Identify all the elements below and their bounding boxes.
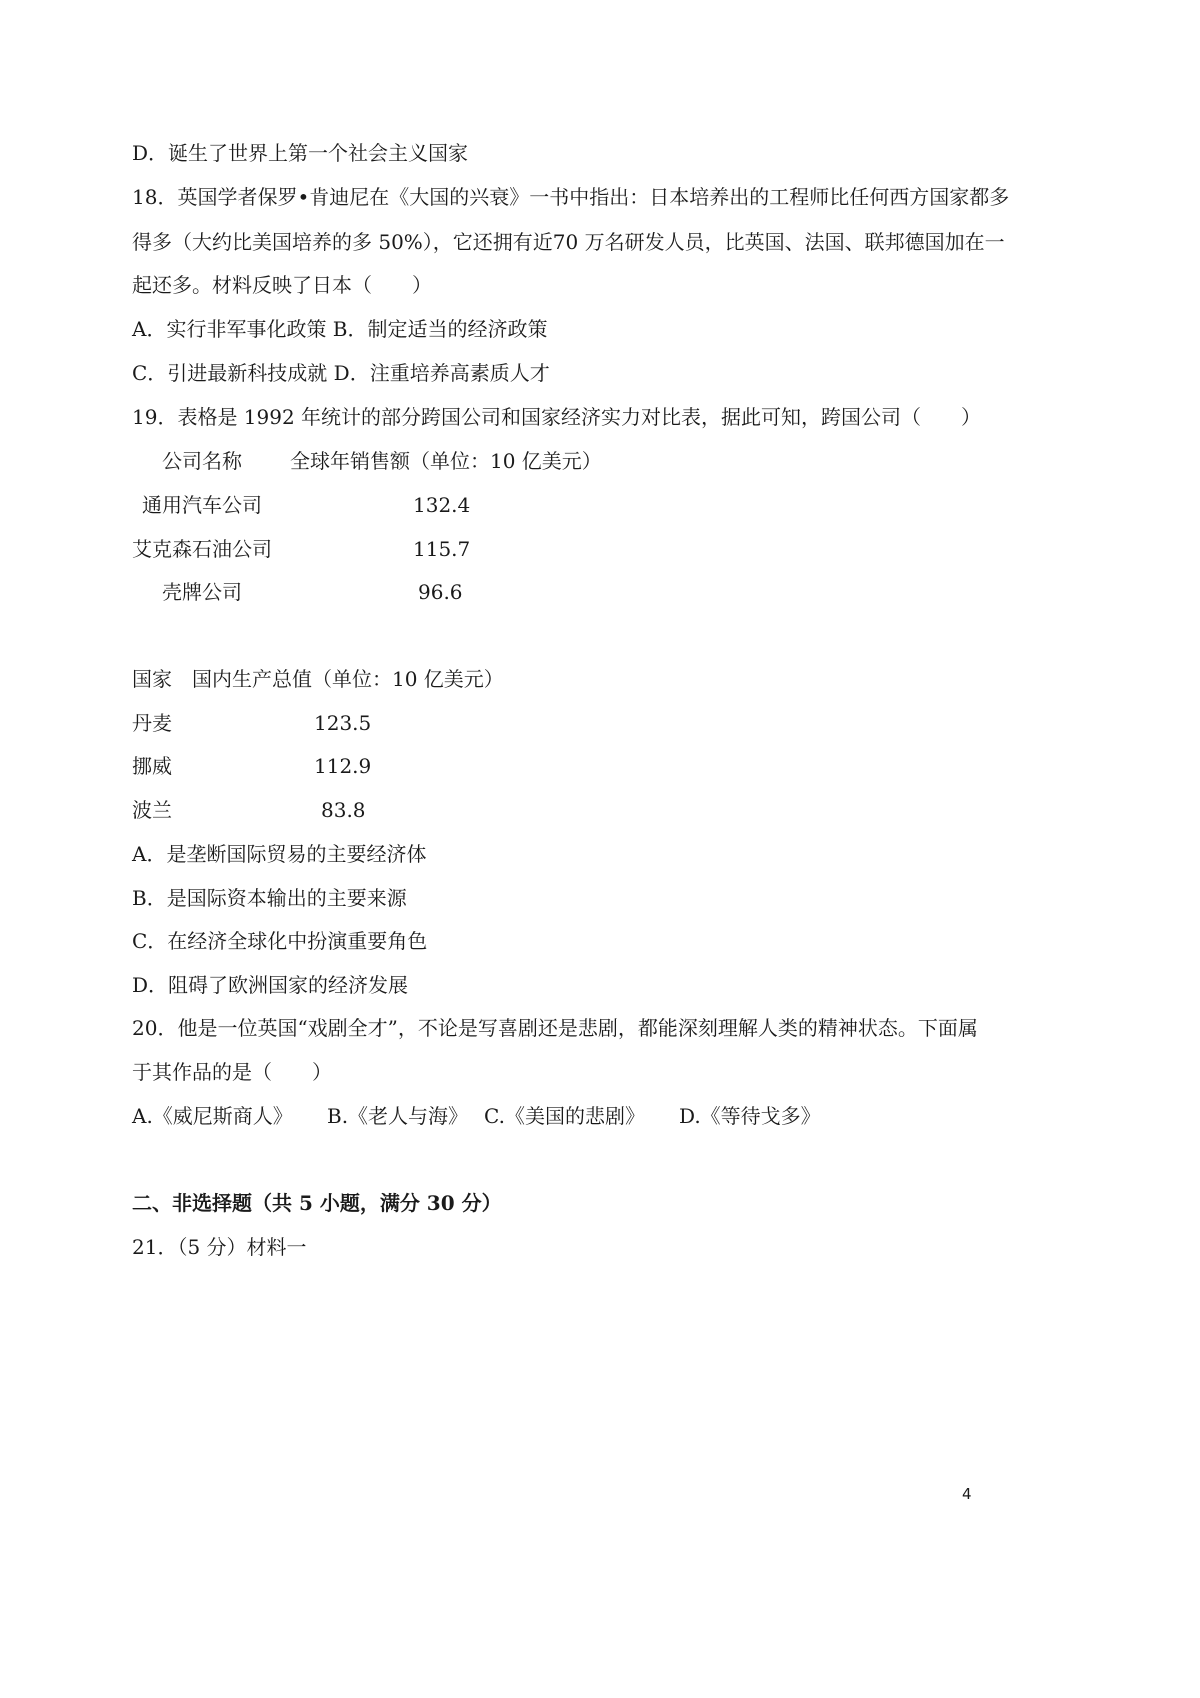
country-row-name: 丹麦 (132, 711, 172, 735)
country-row-value: 112.9 (314, 754, 372, 778)
company-table-header-value: 全球年销售额（单位：10 亿美元） (290, 449, 602, 473)
country-table-header-value: 国内生产总值（单位：10 亿美元） (192, 667, 504, 691)
company-row-name: 壳牌公司 (162, 580, 242, 604)
q18-stem-line-3: 起还多。材料反映了日本（ ） (132, 273, 432, 297)
q21-stem: 21．（5 分）材料一 (132, 1235, 307, 1259)
q19-option-a: A．是垄断国际贸易的主要经济体 (132, 842, 427, 866)
country-table-header-name: 国家 (132, 667, 172, 691)
company-row-value: 96.6 (418, 580, 463, 604)
q19-option-c: C．在经济全球化中扮演重要角色 (132, 929, 428, 953)
company-row-name: 艾克森石油公司 (132, 537, 272, 561)
q20-option-d: D.《等待戈多》 (679, 1104, 821, 1128)
company-row-value: 132.4 (413, 493, 471, 517)
company-row-name: 通用汽车公司 (142, 493, 262, 517)
q20-option-a: A.《威尼斯商人》 (132, 1104, 293, 1128)
company-row-value: 115.7 (413, 537, 471, 561)
q17-option-d: D．诞生了世界上第一个社会主义国家 (132, 141, 469, 165)
country-row-name: 波兰 (132, 798, 172, 822)
q19-option-b: B．是国际资本输出的主要来源 (132, 886, 407, 910)
q19-option-d: D．阻碍了欧洲国家的经济发展 (132, 973, 409, 997)
q20-option-c: C.《美国的悲剧》 (484, 1104, 645, 1128)
country-row-value: 123.5 (314, 711, 372, 735)
q20-stem-line-2: 于其作品的是（ ） (132, 1060, 332, 1084)
q19-stem: 19．表格是 1992 年统计的部分跨国公司和国家经济实力对比表，据此可知，跨国公司（ ） (132, 405, 982, 429)
country-row-value: 83.8 (321, 798, 366, 822)
q18-stem-line-1: 18．英国学者保罗•肯迪尼在《大国的兴衰》一书中指出：日本培养出的工程师比任何西方国家都多 (132, 185, 1010, 209)
q20-option-b: B.《老人与海》 (327, 1104, 469, 1128)
company-table-header-name: 公司名称 (162, 449, 242, 473)
country-row-name: 挪威 (132, 754, 172, 778)
q20-stem-line-1: 20．他是一位英国“戏剧全才”，不论是写喜剧还是悲剧，都能深刻理解人类的精神状态。下面属 (132, 1016, 978, 1040)
section-heading: 二、非选择题（共 5 小题，满分 30 分） (132, 1191, 502, 1215)
q18-options-ab: A．实行非军事化政策 B．制定适当的经济政策 (132, 317, 548, 341)
q18-options-cd: C．引进最新科技成就 D．注重培养高素质人才 (132, 361, 550, 385)
q18-stem-line-2: 得多（大约比美国培养的多 50%），它还拥有近70 万名研发人员，比英国、法国、联邦德国加在一 (132, 230, 1005, 254)
page-number: 4 (962, 1485, 972, 1503)
